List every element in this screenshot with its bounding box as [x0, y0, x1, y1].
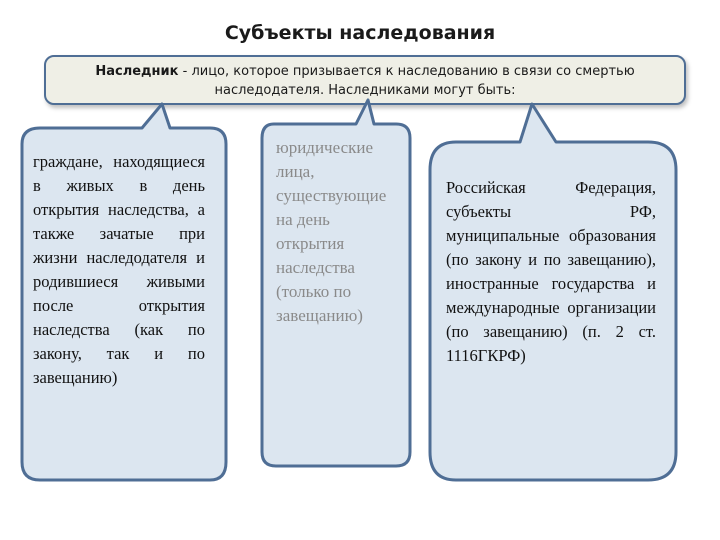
center-bubble-text: юридические лица, существующие на день открытия наследства (только по завещанию)	[276, 138, 387, 325]
slide-title: Субъекты наследования	[224, 22, 496, 44]
left-bubble-text: граждане, находящиеся в живых в день открытия наследства, а также зачатые при жизни наследодателя и родившиеся живыми после открытия наследства (как по закону, так и по завещанию)	[33, 152, 205, 387]
definition-term: Наследник	[95, 64, 179, 79]
right-bubble-text: Российская Федерация, субъекты РФ, муниципальные образования (по закону и по завещанию), иностранные государства и международные организации (по завещанию) (п. 2 ст. 1116ГКРФ)	[446, 178, 656, 365]
definition-text: - лицо, которое призывается к наследованию в связи со смертью наследодателя. Наследниками могут быть:	[178, 64, 635, 98]
